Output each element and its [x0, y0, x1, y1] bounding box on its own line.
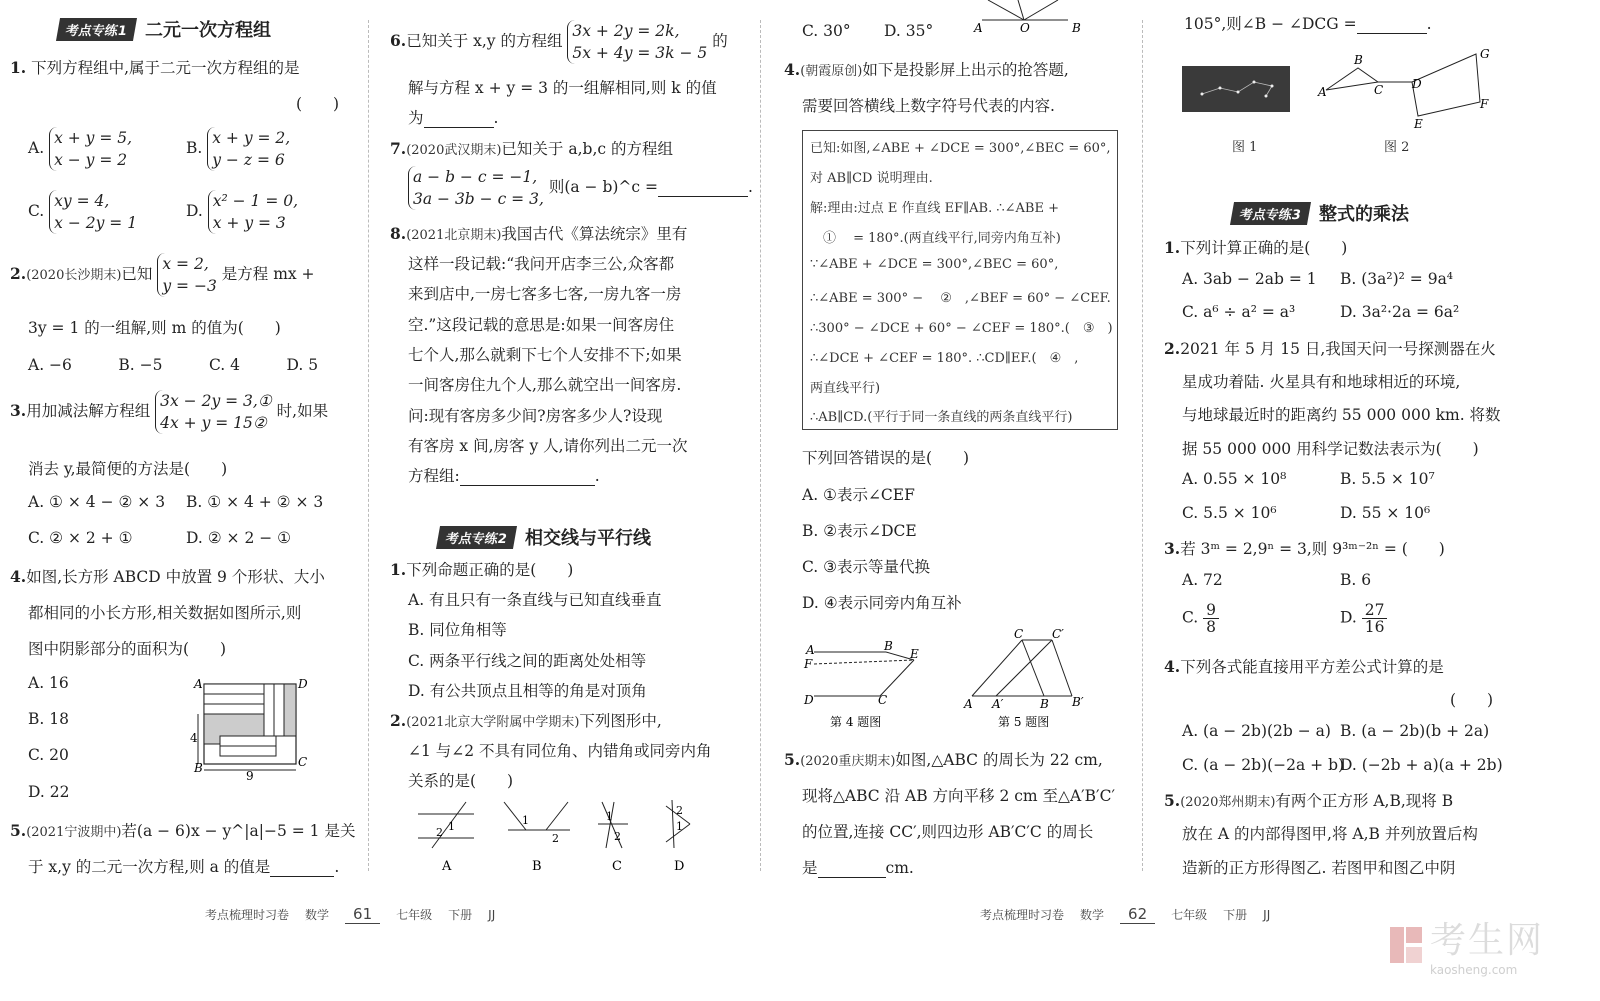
svg-text:G: G: [1480, 47, 1490, 61]
watermark: 考生网 kaosheng.com: [1388, 912, 1544, 977]
p-question-2: 2.(2021北京大学附属中学期末)下列图形中,: [390, 711, 662, 730]
question-6: 6.已知关于 x,y 的方程组 3x + 2y = 2k, 5x + 4y = 3k − 5 的: [390, 22, 728, 62]
svg-text:C: C: [1374, 83, 1384, 97]
question-line: 105°,则∠B − ∠DCG = .: [1184, 15, 1432, 33]
question-line: 需要回答横线上数字符号代表的内容.: [802, 97, 1055, 115]
option-a: A. 16: [28, 674, 69, 692]
option-c: C. a⁶ ÷ a² = a³: [1182, 303, 1296, 321]
option-c: C. ③表示等量代换: [802, 558, 931, 576]
question-5: 5.(2021宁波期中)若(a − 6)x − y^|a|−5 = 1 是关: [10, 821, 356, 840]
figure-5: [963, 627, 1084, 729]
svg-text:C: C: [1014, 627, 1024, 641]
question-5-line2: 于 x,y 的二元一次方程,则 a 的值是 .: [28, 858, 340, 876]
option-c: C. ② × 2 + ①: [28, 529, 133, 547]
section-tag: 考点专练3: [1230, 202, 1311, 225]
option-b: B. ① × 4 + ② × 3: [186, 493, 324, 511]
question-2-options: A. −6 B. −5 C. 4 D. 5: [28, 356, 319, 374]
section-title: 相交线与平行线: [525, 528, 652, 549]
section-title: 整式的乘法: [1319, 204, 1410, 225]
svg-text:B: B: [884, 639, 893, 653]
label-c: C: [298, 755, 308, 769]
svg-text:A: A: [964, 697, 973, 711]
p-question-4: 4.(朝霞原创)如下是投影屏上出示的抢答题,: [784, 60, 1069, 79]
watermark-logo-icon: [1388, 925, 1424, 965]
option-a: A. 有且只有一条直线与已知直线垂直: [408, 591, 662, 609]
question-8-line: 七个人,那么就剩下七个人安排不下;如果: [408, 346, 682, 364]
option-a: A. 0.55 × 10⁸: [1182, 470, 1287, 488]
svg-text:1: 1: [606, 810, 613, 823]
section-header-2: [438, 524, 651, 550]
box-line: ∵∠ABE + ∠DCE = 300°,∠BEC = 60°,: [810, 257, 1059, 272]
question-line: 造新的正方形得图乙. 若图甲和图乙中阴: [1182, 859, 1456, 877]
svg-text:F: F: [1480, 97, 1489, 111]
figure-caption: 图 2: [1384, 140, 1410, 155]
svg-text:B: B: [532, 859, 542, 874]
svg-text:1: 1: [448, 820, 455, 833]
option-a: A. x + y = 5, x − y = 2: [28, 129, 133, 169]
svg-text:D: D: [804, 693, 814, 707]
svg-text:B′: B′: [1072, 695, 1084, 709]
question-2-line2: 3y = 1 的一组解,则 m 的值为( ): [28, 319, 281, 337]
svg-text:D: D: [674, 859, 685, 874]
question-8-line: 来到店中,一房七客多七客,一房九客一房: [408, 285, 682, 303]
figure-caption: 图 1: [1232, 140, 1258, 155]
question-7-system: a − b − c = −1, 3a − 3b − c = 3, 则(a − b)^c = .: [408, 166, 753, 210]
r-question-1: 1.下列计算正确的是( ): [1164, 238, 1348, 257]
label-b: B: [194, 761, 203, 775]
box-line: ∴∠DCE + ∠CEF = 180°. ∴CD∥EF.( ④ ,: [810, 351, 1079, 366]
page-number: 61: [345, 905, 380, 924]
section-tag: 考点专练1: [56, 18, 137, 41]
svg-text:E: E: [910, 647, 919, 661]
box-line: ∴∠ABE = 300° − ② ,∠BEF = 60° − ∠CEF.: [810, 291, 1111, 306]
question-line: 放在 A 的内部得图甲,将 A,B 并列放置后构: [1182, 825, 1478, 843]
option-d: D. 有公共顶点且相等的角是对顶角: [408, 682, 647, 700]
svg-text:E: E: [1414, 117, 1423, 131]
label-4: 4: [190, 731, 198, 745]
svg-text:2: 2: [436, 826, 443, 839]
r-question-3: 3.若 3ᵐ = 2,9ⁿ = 3,则 9³ᵐ⁻²ⁿ = ( ): [1164, 539, 1445, 558]
svg-text:B: B: [1040, 697, 1049, 711]
question-6-line3: 为 .: [408, 109, 499, 127]
label-a: A: [194, 677, 203, 691]
option-b: B. (3a²)² = 9a⁴: [1340, 270, 1454, 288]
box-line: ① = 180°.(两直线平行,同旁内角互补): [810, 231, 1061, 246]
figure-a: [418, 802, 474, 874]
option-d: D. 55 × 10⁶: [1340, 504, 1431, 522]
option-d: D. $\frac{27}{16}$: [1340, 602, 1387, 635]
option-c: C. xy = 4, x − 2y = 1: [28, 192, 138, 232]
option-b: B. 6: [1340, 571, 1372, 589]
question-3: 3.用加减法解方程组 3x − 2y = 3,① 4x + y = 15② 时,如果: [10, 392, 329, 432]
figure-2: [1316, 46, 1496, 130]
figure-c: [598, 802, 628, 874]
svg-text:A′: A′: [992, 697, 1004, 711]
svg-text:1: 1: [522, 814, 529, 827]
option-d: D. (−2b + a)(a + 2b): [1340, 756, 1503, 774]
question-line: 星成功着陆. 火星具有和地球相近的环境,: [1182, 373, 1461, 391]
r-question-5: 5.(2020郑州期末)有两个正方形 A,B,现将 B: [1164, 791, 1454, 810]
option-b: B. x + y = 2, y − z = 6: [186, 129, 291, 169]
question-8-line: 有客房 x 间,房客 y 人,请你列出二元一次: [408, 437, 688, 455]
svg-text:第 5 题图: 第 5 题图: [998, 715, 1050, 729]
svg-text:B: B: [1072, 21, 1081, 35]
svg-text:D: D: [1412, 77, 1422, 91]
r-question-4: 4.下列各式能直接用平方差公式计算的是: [1164, 657, 1444, 676]
svg-text:2: 2: [676, 804, 683, 817]
question-7: 7.(2020武汉期末)已知关于 a,b,c 的方程组: [390, 139, 673, 158]
option-d: D. ② × 2 − ①: [186, 529, 292, 547]
question-8-line: 方程组: .: [408, 467, 600, 485]
question-8-line: 问:现有客房多少间?房客多少人?设现: [408, 407, 663, 425]
option-b: B. 18: [28, 710, 69, 728]
question-6-line2: 解与方程 x + y = 3 的一组解相同,则 k 的值: [408, 79, 717, 97]
p-question-1: 1.下列命题正确的是( ): [390, 560, 574, 579]
angle-figures: [418, 800, 718, 876]
svg-text:A: A: [1318, 85, 1327, 99]
angle-figure-top: [968, 0, 1088, 34]
question-line: 下列回答错误的是( ): [802, 449, 970, 467]
svg-text:1: 1: [676, 820, 683, 833]
box-line: 两直线平行): [810, 381, 881, 396]
label-9: 9: [246, 769, 254, 783]
page-footer-right: 考点梳理时习卷 数学 62 七年级 下册 JJ: [980, 905, 1271, 923]
question-4-line2: 都相同的小长方形,相关数据如图所示,则: [28, 604, 302, 622]
option-a: A. ① × 4 − ② × 3: [28, 493, 166, 511]
svg-text:C: C: [612, 859, 622, 874]
question-4-line3: 图中阴影部分的面积为( ): [28, 640, 227, 658]
section-header-1: [58, 16, 271, 42]
question-line: ∠1 与∠2 不具有同位角、内错角或同旁内角: [408, 742, 712, 760]
svg-text:A: A: [974, 21, 983, 35]
box-line: 解:理由:过点 E 作直线 EF∥AB. ∴∠ABE +: [810, 201, 1059, 216]
answer-paren: ( ): [296, 95, 340, 113]
box-line: ∴AB∥CD.(平行于同一条直线的两条直线平行): [810, 410, 1073, 425]
question-line: 关系的是( ): [408, 772, 514, 790]
svg-text:2: 2: [614, 830, 621, 843]
column-divider: [760, 20, 761, 871]
option-d: D. 22: [28, 783, 70, 801]
option-d: D. x² − 1 = 0, x + y = 3: [186, 192, 299, 232]
svg-text:第 4 题图: 第 4 题图: [830, 715, 882, 729]
figure-b: [504, 802, 570, 874]
question-line: 是 cm.: [802, 859, 914, 877]
box-line: ∴300° − ∠DCE + 60° − ∠CEF = 180°.( ③ ): [810, 321, 1113, 336]
p-question-5: 5.(2020重庆期末)如图,△ABC 的周长为 22 cm,: [784, 750, 1103, 769]
label-d: D: [298, 677, 308, 691]
option-b: B. 同位角相等: [408, 621, 507, 639]
question-line: 的位置,连接 CC′,则四边形 AB′C′C 的周长: [802, 823, 1094, 841]
option-c: C. $\frac{9}{8}$: [1182, 602, 1219, 635]
question-1: 1. 下列方程组中,属于二元一次方程组的是: [10, 58, 300, 77]
section-title: 二元一次方程组: [145, 20, 272, 41]
option-a: A. 3ab − 2ab = 1: [1182, 270, 1317, 288]
option-a: A. ①表示∠CEF: [802, 486, 915, 504]
option-c: C. 两条平行线之间的距离处处相等: [408, 652, 647, 670]
page-number: 62: [1120, 905, 1155, 924]
option-d: D. 35°: [884, 22, 934, 40]
figure-4-and-5: [800, 628, 1100, 732]
question-8: 8.(2021北京期末)我国古代《算法统宗》里有: [390, 224, 688, 243]
figure-d: [666, 800, 690, 874]
r-question-2: 2.2021 年 5 月 15 日,我国天问一号探测器在火: [1164, 339, 1496, 358]
option-c: C. 30°: [802, 22, 851, 40]
option-b: B. ②表示∠DCE: [802, 522, 917, 540]
box-line: 已知:如图,∠ABE + ∠DCE = 300°,∠BEC = 60°,: [810, 141, 1111, 156]
question-2: 2.(2020长沙期末)已知 x = 2, y = −3 是方程 mx +: [10, 255, 315, 295]
question-3-line2: 消去 y,最简便的方法是( ): [28, 460, 228, 478]
svg-text:2: 2: [552, 832, 559, 845]
answer-paren: ( ): [1450, 691, 1494, 709]
column-divider: [368, 20, 369, 871]
option-a: A. 72: [1182, 571, 1223, 589]
question-line: 现将△ABC 沿 AB 方向平移 2 cm 至△A′B′C′: [802, 787, 1115, 805]
option-c: C. (a − 2b)(−2a + b): [1182, 756, 1345, 774]
page-footer-left: 考点梳理时习卷 数学 61 七年级 下册 JJ: [205, 905, 496, 923]
option-c: C. 5.5 × 10⁶: [1182, 504, 1277, 522]
svg-text:A: A: [806, 643, 815, 657]
question-4: 4.如图,长方形 ABCD 中放置 9 个形状、大小: [10, 567, 325, 586]
figure-4: [803, 639, 919, 729]
option-d: D. ④表示同旁内角互补: [802, 594, 962, 612]
question-8-line: 空.”这段记载的意思是:如果一间客房住: [408, 316, 675, 334]
svg-text:A: A: [442, 859, 452, 874]
column-divider: [1142, 20, 1143, 871]
svg-text:B: B: [1354, 53, 1363, 67]
question-8-line: 这样一段记载:“我问开店李三公,众客都: [408, 255, 675, 273]
svg-text:F: F: [804, 657, 813, 671]
question-8-line: 一间客房住九个人,那么就空出一间客房.: [408, 376, 682, 394]
svg-text:C: C: [878, 693, 888, 707]
svg-text:O: O: [1020, 21, 1030, 35]
rectangle-figure: [190, 676, 320, 781]
option-b: B. (a − 2b)(b + 2a): [1340, 722, 1490, 740]
box-line: 对 AB∥CD 说明理由.: [810, 171, 933, 186]
question-line: 与地球最近时的距离约 55 000 000 km. 将数: [1182, 406, 1501, 424]
option-a: A. (a − 2b)(2b − a): [1182, 722, 1331, 740]
constellation-photo: [1182, 66, 1290, 112]
option-b: B. 5.5 × 10⁷: [1340, 470, 1435, 488]
option-d: D. 3a²·2a = 6a²: [1340, 303, 1460, 321]
option-c: C. 20: [28, 746, 69, 764]
section-header-3: [1232, 200, 1409, 226]
question-line: 据 55 000 000 用科学记数法表示为( ): [1182, 440, 1479, 458]
svg-text:C′: C′: [1052, 627, 1064, 641]
section-tag: 考点专练2: [436, 526, 517, 549]
